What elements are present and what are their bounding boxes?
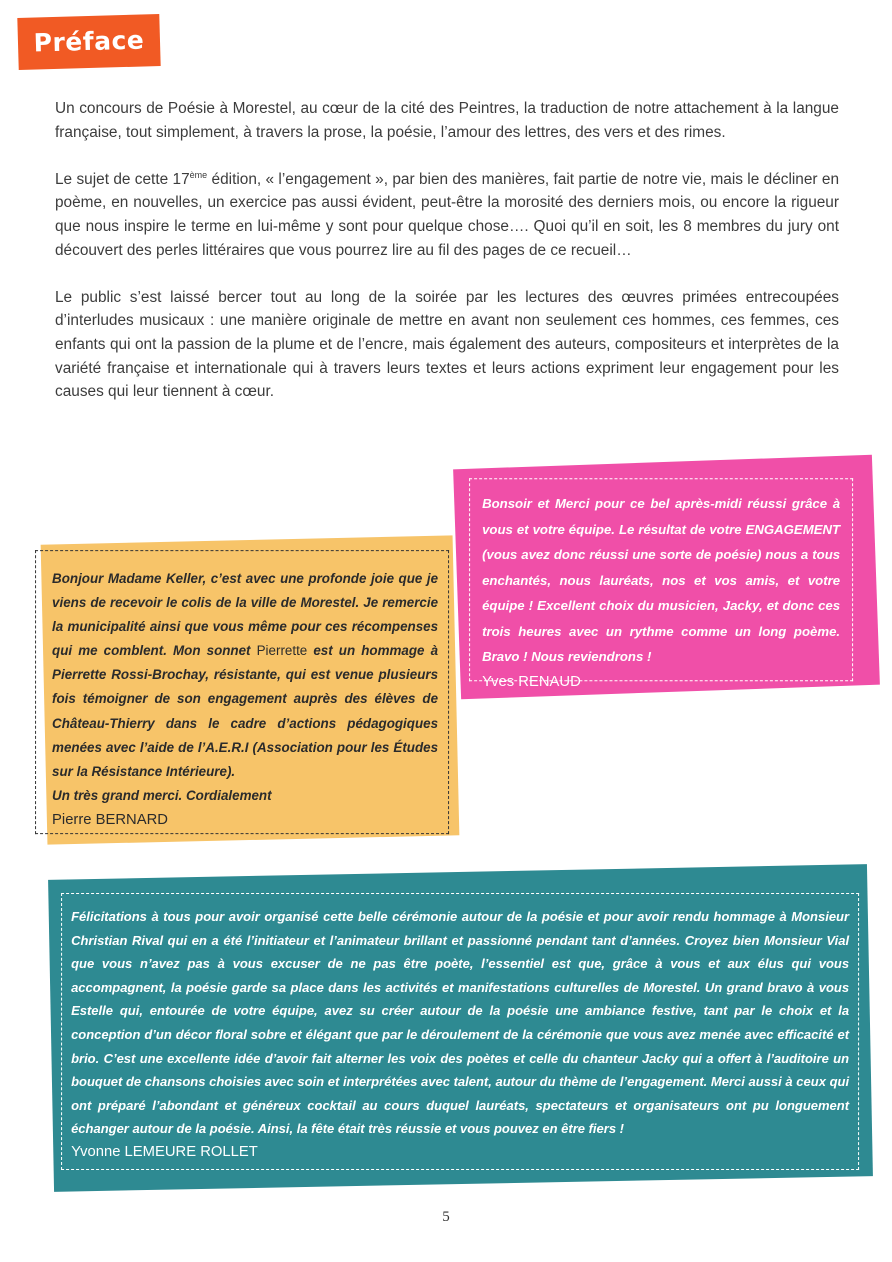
testimonial-author: Yvonne LEMEURE ROLLET	[71, 1143, 258, 1160]
testimonial-author: Yves RENAUD	[482, 673, 581, 690]
intro-paragraph: Un concours de Poésie à Morestel, au cœur de la cité des Peintres, la traduction de notre attachement à la langue française, tout simplement, à travers la prose, la poésie, l’amour des lettres, des vers et des rimes.	[55, 100, 839, 141]
testimonial-card-bernard	[41, 535, 460, 844]
page-title: Préface	[17, 14, 160, 70]
intro-text-span: Le sujet de cette 17	[55, 170, 190, 188]
testimonial-message: Félicitations à tous pour avoir organisé cette belle cérémonie autour de la poésie et pour avoir rendu hommage à Monsieur Christian Rival qui en a été l’initiateur et l’animateur brillant et passionné pendant tant d’années. Croyez bien Monsieur Vial que vous n’avez pas à vous excuser de ne pas être poète, l’essentiel est que, grâce à vous et aux élus qui vous accompagnent, la poésie garde sa place dans les activités et manifestations culturelles de Morestel. Un grand bravo à vous Estelle qui, entourée de votre équipe, avez su créer autour de la poésie une ambiance festive, tant par le choix et la conception d’un décor floral sobre et élégant que par le déroulement de la cérémonie que vous avez menée avec efficacité et brio. C’est une excellente idée d’avoir fait alterner les voix des poètes et celle du chanteur Jacky qui a offert à l’auditoire un bouquet de chansons choisies avec soin et interprétées avec talent, autour du thème de l’engagement. Merci aussi à ceux qui ont préparé l’abondant et généreux cocktail au cours duquel lauréats, spectateurs et organisateurs ont pu longuement échanger autour de la poésie. Ainsi, la fête était très réussie et vous pouvez en être fiers !	[71, 909, 850, 1137]
ordinal-superscript: ème	[189, 169, 208, 180]
intro-paragraph	[55, 168, 839, 262]
testimonial-message: Bonsoir et Merci pour ce bel après-midi réussi grâce à vous et votre équipe. Le résultat de votre ENGAGEMENT (vous avez donc réussi une sorte de poésie) nous a tous enchantés, nous lauréats, nos et vos amis, et votre équipe ! Excellent choix du musicien, Jacky, et donc ces trois heures avec un rythme comme un long poème. Bravo ! Nous reviendrons !	[482, 496, 841, 665]
testimonial-dashed-frame	[469, 478, 853, 690]
testimonial-author: Pierre BERNARD	[52, 812, 168, 829]
page-number: 5	[442, 1209, 450, 1225]
testimonial-message: est un hommage à Pierrette Rossi-Brochay, résistante, qui est venue plusieurs fois témoigner de son engagement auprès des élèves de Château-Thierry dans le cadre d’actions pédagogiques menées avec l’aide de l’A.E.R.I (Association pour les Études sur la Résistance Intérieure).	[52, 643, 439, 779]
testimonial-card-renaud	[453, 455, 880, 699]
testimonial-dashed-frame	[35, 550, 449, 834]
testimonial-dashed-frame	[61, 893, 859, 1170]
poem-title: Pierrette	[256, 643, 308, 659]
testimonial-closing: Un très grand merci. Cordialement	[52, 788, 272, 804]
intro-text	[55, 97, 839, 427]
intro-paragraph: Le public s’est laissé bercer tout au long de la soirée par les lectures des œuvres primées entrecoupées d’interludes musicaux : une manière originale de mettre en avant non seulement ces hommes, ces femmes, ces enfants qui ont la passion de la plume et de l’encre, mais également des auteurs, compositeurs et interprètes de la variété française et internationale qui à travers leurs textes et leurs actions expriment leur engagement pour les causes qui leur tiennent à cœur.	[55, 288, 839, 401]
testimonial-card-rollet	[48, 864, 873, 1192]
testimonial-message: Bonjour Madame Keller, c’est avec une profonde joie que je viens de recevoir le colis de la ville de Morestel. Je remercie la municipalité ainsi que vous même pour ces récompenses qui me comblent. Mon sonnet	[52, 571, 439, 659]
intro-text-span: édition, « l’engagement », par bien des manières, fait partie de notre vie, mais le décliner en poème, en nouvelles, un exercice pas aussi évident, peut-être la morosité des derniers mois, ou encore la rigueur que nous inspire le terme en lui-même y sont pour quelque chose…. Quoi qu’il en soit, les 8 membres du jury ont découvert des perles littéraires que vous pourrez lire au fil des pages de ce recueil…	[55, 170, 840, 259]
